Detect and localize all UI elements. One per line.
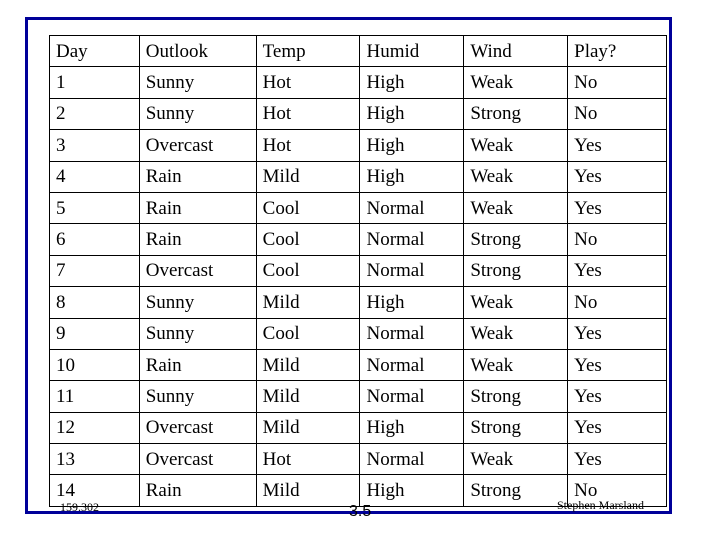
cell-temp: Hot [256, 98, 360, 129]
table-row [50, 161, 667, 192]
cell-day: 11 [50, 381, 140, 412]
cell-humid: Normal [360, 224, 464, 255]
table-row [50, 67, 667, 98]
cell-wind: Weak [464, 130, 568, 161]
cell-outlook: Rain [139, 475, 256, 506]
cell-outlook: Overcast [139, 255, 256, 286]
cell-wind: Strong [464, 475, 568, 506]
cell-humid: High [360, 130, 464, 161]
cell-humid: High [360, 67, 464, 98]
cell-day: 2 [50, 98, 140, 129]
cell-temp: Hot [256, 130, 360, 161]
cell-wind: Strong [464, 255, 568, 286]
cell-wind: Weak [464, 444, 568, 475]
cell-humid: Normal [360, 192, 464, 223]
course-code: 159.302 [60, 500, 99, 514]
cell-wind: Weak [464, 67, 568, 98]
cell-outlook: Rain [139, 161, 256, 192]
cell-wind: Weak [464, 287, 568, 318]
cell-humid: Normal [360, 318, 464, 349]
cell-play: Yes [568, 161, 667, 192]
cell-humid: High [360, 98, 464, 129]
cell-play: No [568, 475, 667, 506]
cell-day: 7 [50, 255, 140, 286]
cell-temp: Cool [256, 318, 360, 349]
header-outlook: Outlook [139, 36, 256, 67]
cell-humid: Normal [360, 349, 464, 380]
cell-play: Yes [568, 318, 667, 349]
cell-outlook: Rain [139, 224, 256, 255]
header-humid: Humid [360, 36, 464, 67]
cell-play: No [568, 224, 667, 255]
weather-data-table [49, 35, 667, 507]
cell-day: 14 [50, 475, 140, 506]
cell-humid: Normal [360, 444, 464, 475]
cell-temp: Mild [256, 475, 360, 506]
cell-temp: Cool [256, 192, 360, 223]
cell-outlook: Rain [139, 349, 256, 380]
cell-temp: Cool [256, 255, 360, 286]
cell-play: Yes [568, 192, 667, 223]
cell-temp: Mild [256, 287, 360, 318]
cell-outlook: Sunny [139, 287, 256, 318]
cell-wind: Strong [464, 224, 568, 255]
cell-wind: Weak [464, 161, 568, 192]
table-row [50, 130, 667, 161]
cell-temp: Mild [256, 349, 360, 380]
table-row [50, 192, 667, 223]
table-row [50, 287, 667, 318]
cell-outlook: Rain [139, 192, 256, 223]
table-row [50, 349, 667, 380]
cell-wind: Weak [464, 192, 568, 223]
cell-humid: High [360, 161, 464, 192]
cell-play: No [568, 287, 667, 318]
cell-day: 3 [50, 130, 140, 161]
slide-number: 3.5 [349, 503, 372, 520]
cell-humid: High [360, 287, 464, 318]
header-temp: Temp [256, 36, 360, 67]
cell-play: Yes [568, 349, 667, 380]
table-row [50, 381, 667, 412]
cell-temp: Hot [256, 67, 360, 98]
cell-day: 13 [50, 444, 140, 475]
cell-day: 6 [50, 224, 140, 255]
table-header-row [50, 36, 667, 67]
cell-humid: Normal [360, 381, 464, 412]
cell-outlook: Sunny [139, 318, 256, 349]
cell-wind: Strong [464, 98, 568, 129]
cell-temp: Cool [256, 224, 360, 255]
cell-temp: Mild [256, 381, 360, 412]
header-play: Play? [568, 36, 667, 67]
cell-play: Yes [568, 444, 667, 475]
header-wind: Wind [464, 36, 568, 67]
cell-outlook: Overcast [139, 130, 256, 161]
cell-play: Yes [568, 255, 667, 286]
cell-day: 12 [50, 412, 140, 443]
cell-temp: Mild [256, 161, 360, 192]
cell-day: 4 [50, 161, 140, 192]
cell-wind: Weak [464, 318, 568, 349]
author-name: Stephen Marsland [557, 498, 644, 512]
table-row [50, 412, 667, 443]
table-row [50, 98, 667, 129]
cell-wind: Strong [464, 381, 568, 412]
cell-outlook: Overcast [139, 412, 256, 443]
table-row [50, 318, 667, 349]
cell-play: No [568, 67, 667, 98]
cell-wind: Weak [464, 349, 568, 380]
cell-temp: Mild [256, 412, 360, 443]
cell-humid: High [360, 475, 464, 506]
header-day: Day [50, 36, 140, 67]
table-row [50, 444, 667, 475]
cell-day: 1 [50, 67, 140, 98]
cell-day: 8 [50, 287, 140, 318]
cell-play: Yes [568, 130, 667, 161]
cell-outlook: Sunny [139, 67, 256, 98]
table-row [50, 255, 667, 286]
cell-play: No [568, 98, 667, 129]
cell-day: 5 [50, 192, 140, 223]
cell-temp: Hot [256, 444, 360, 475]
cell-play: Yes [568, 412, 667, 443]
cell-humid: High [360, 412, 464, 443]
cell-play: Yes [568, 381, 667, 412]
cell-outlook: Sunny [139, 98, 256, 129]
cell-day: 9 [50, 318, 140, 349]
cell-outlook: Sunny [139, 381, 256, 412]
cell-day: 10 [50, 349, 140, 380]
cell-wind: Strong [464, 412, 568, 443]
table-row [50, 224, 667, 255]
cell-outlook: Overcast [139, 444, 256, 475]
cell-humid: Normal [360, 255, 464, 286]
